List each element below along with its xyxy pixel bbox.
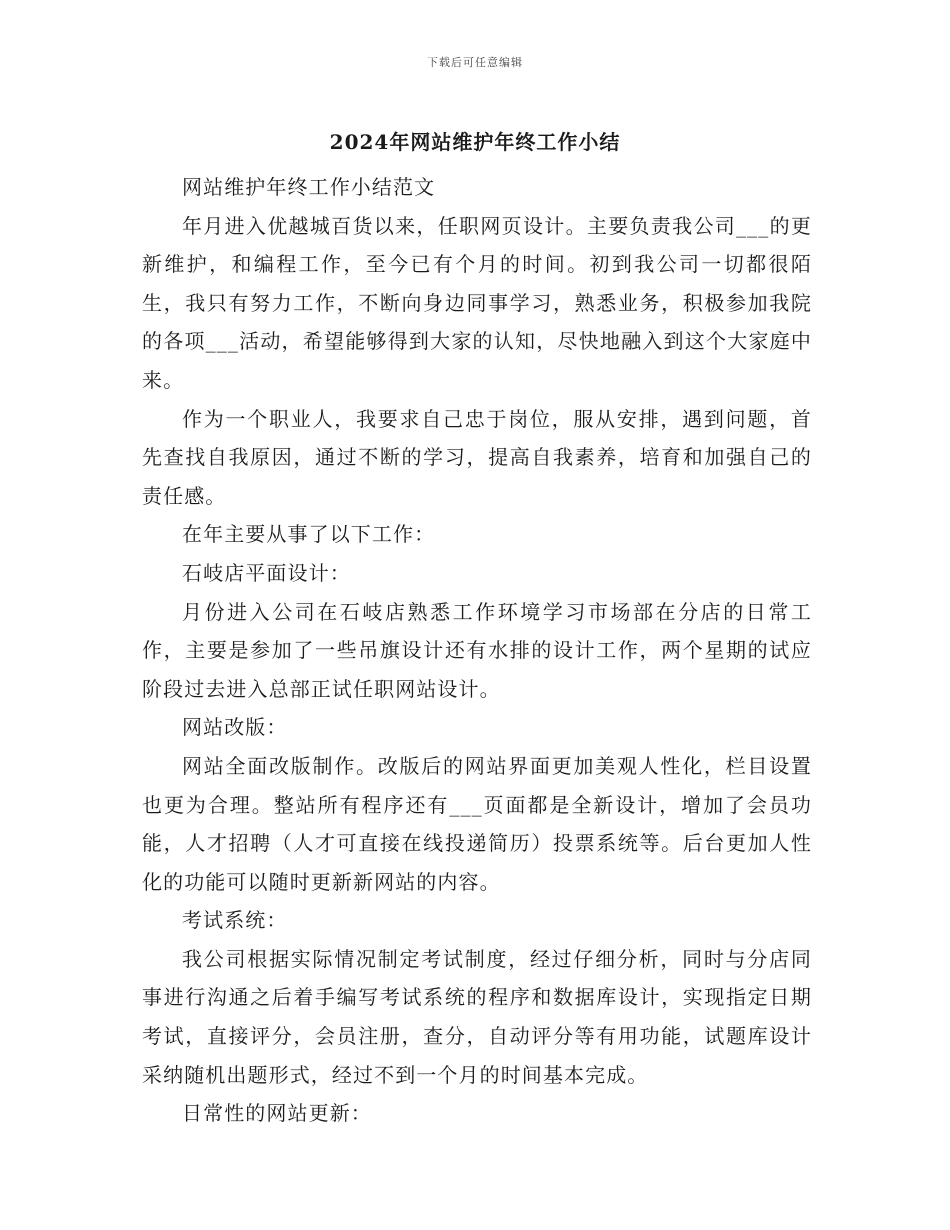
section-heading: 网站改版：: [182, 715, 288, 740]
section-heading: 日常性的网站更新：: [182, 1101, 372, 1126]
paragraph-subtitle: 网站维护年终工作小结范文: [182, 175, 436, 199]
paragraph: 我公司根据实际情况制定考试制度，经过仔细分析，同时与分店同事进行沟通之后着手编写考试系统的程序和数据库设计，实现指定日期考试，直接评分，会员注册，查分，自动评分等有用功能，试题库设计采纳随机出题形式，经过不到一个月的时间基本完成。: [142, 946, 812, 1087]
section-heading: 考试系统：: [182, 908, 288, 933]
paragraph: 作为一个职业人，我要求自己忠于岗位，服从安排，遇到问题，首先查找自我原因，通过不断的学习，提高自我素养，培育和加强自己的责任感。: [142, 406, 812, 508]
document-body: [142, 168, 812, 1133]
paragraph: 月份进入公司在石岐店熟悉工作环境学习市场部在分店的日常工作，主要是参加了一些吊旗设计还有水排的设计工作，两个星期的试应阶段过去进入总部正试任职网站设计。: [142, 599, 812, 701]
section-heading: 石岐店平面设计：: [182, 560, 351, 585]
paragraph: 在年主要从事了以下工作：: [182, 522, 436, 547]
paragraph: 年月进入优越城百货以来，任职网页设计。主要负责我公司___的更新维护，和编程工作，至今已有个月的时间。初到我公司一切都很陌生，我只有努力工作，不断向身边同事学习，熟悉业务，积极参加我院的各项___活动，希望能够得到大家的认知，尽快地融入到这个大家庭中来。: [142, 213, 812, 392]
paragraph: 网站全面改版制作。改版后的网站界面更加美观人性化，栏目设置也更为合理。整站所有程序还有___页面都是全新设计，增加了会员功能，人才招聘（人才可直接在线投递简历）投票系统等。后台更加人性化的功能可以随时更新新网站的内容。: [142, 753, 812, 894]
header-note: 下载后可任意编辑: [427, 56, 523, 69]
document-title: 2024年网站维护年终工作小结: [329, 130, 621, 154]
